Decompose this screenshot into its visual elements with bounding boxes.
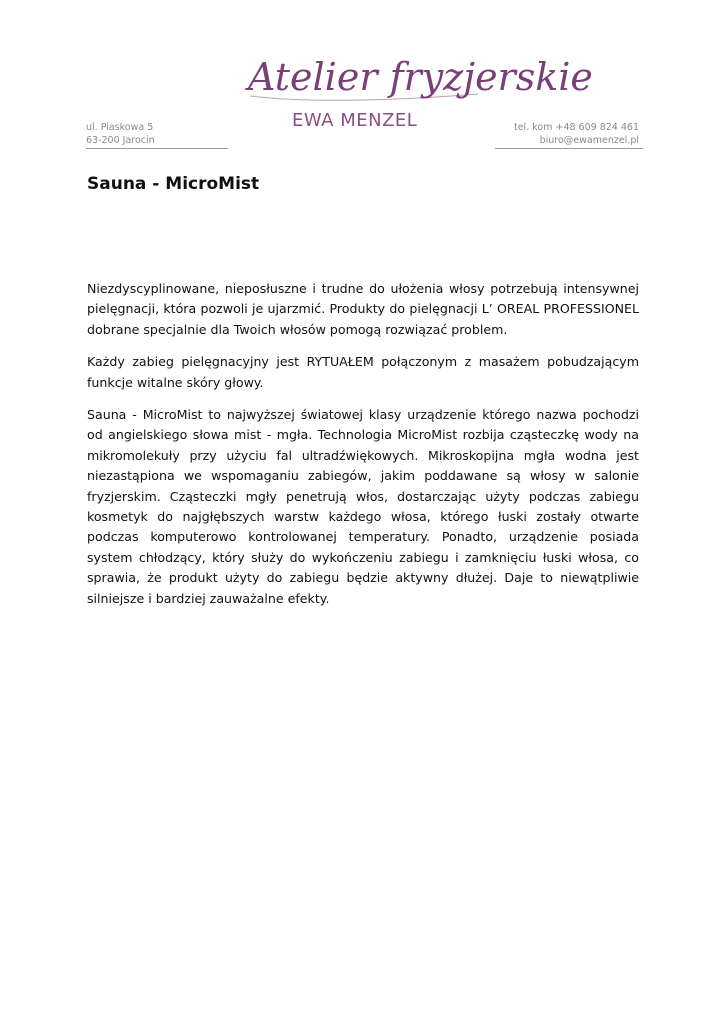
address-block <box>86 121 228 147</box>
address-city: 63-200 Jarocin <box>86 135 155 146</box>
logo-name: EWA MENZEL <box>292 110 418 131</box>
document-body <box>87 279 639 621</box>
document-title: Sauna - MicroMist <box>87 174 260 194</box>
contact-email: biuro@ewamenzel.pl <box>539 135 639 146</box>
address-street: ul. Piaskowa 5 <box>86 122 154 133</box>
contact-block <box>491 121 639 147</box>
paragraph-intro: Niezdyscyplinowane, nieposłuszne i trudne do ułożenia włosy potrzebują intensywnej pielęgnacji, która pozwoli je ujarzmić. Produkty do pielęgnacji L’ OREAL PROFESSIONEL dobrane specjalnie dla Twoich włosów pomogą rozwiązać problem. <box>87 281 639 337</box>
header-divider-right <box>495 148 643 149</box>
contact-phone: tel. kom +48 609 824 461 <box>513 122 639 133</box>
paragraph-ritual: Każdy zabieg pielęgnacyjny jest RYTUAŁEM połączonym z masażem pobudzającym funkcje witalne skóry głowy. <box>87 354 639 390</box>
logo-script-text: Atelier fryzjerskie <box>248 55 593 99</box>
paragraph-micromist: Sauna - MicroMist to najwyższej światowej klasy urządzenie którego nazwa pochodzi od angielskiego słowa mist - mgła. Technologia MicroMist rozbija cząsteczkę wody na mikromolekuły przy użyciu fal ultradźwiękowych. Mikroskopijna mgła wodna jest niezastąpiona we wspomaganiu zabiegów, jakim poddawane są włosy w salonie fryzjerskim. Cząsteczki mgły penetrują włos, dostarczając użyty podczas zabiegu kosmetyk do najgłębszych warstw każdego włosa, którego łuski zostały otwarte podczas komputerowo kontrolowanej temperatury. Ponadto, urządzenie posiada system chłodzący, który służy do wykończeniu zabiegu i zamknięciu łuski włosa, co sprawia, że produkt użyty do zabiegu będzie aktywny dłużej. Daje to niewątpliwie silniejsze i bardziej zauważalne efekty. <box>87 407 639 606</box>
logo-script-wordmark <box>240 52 593 108</box>
header-divider-left <box>86 148 228 149</box>
